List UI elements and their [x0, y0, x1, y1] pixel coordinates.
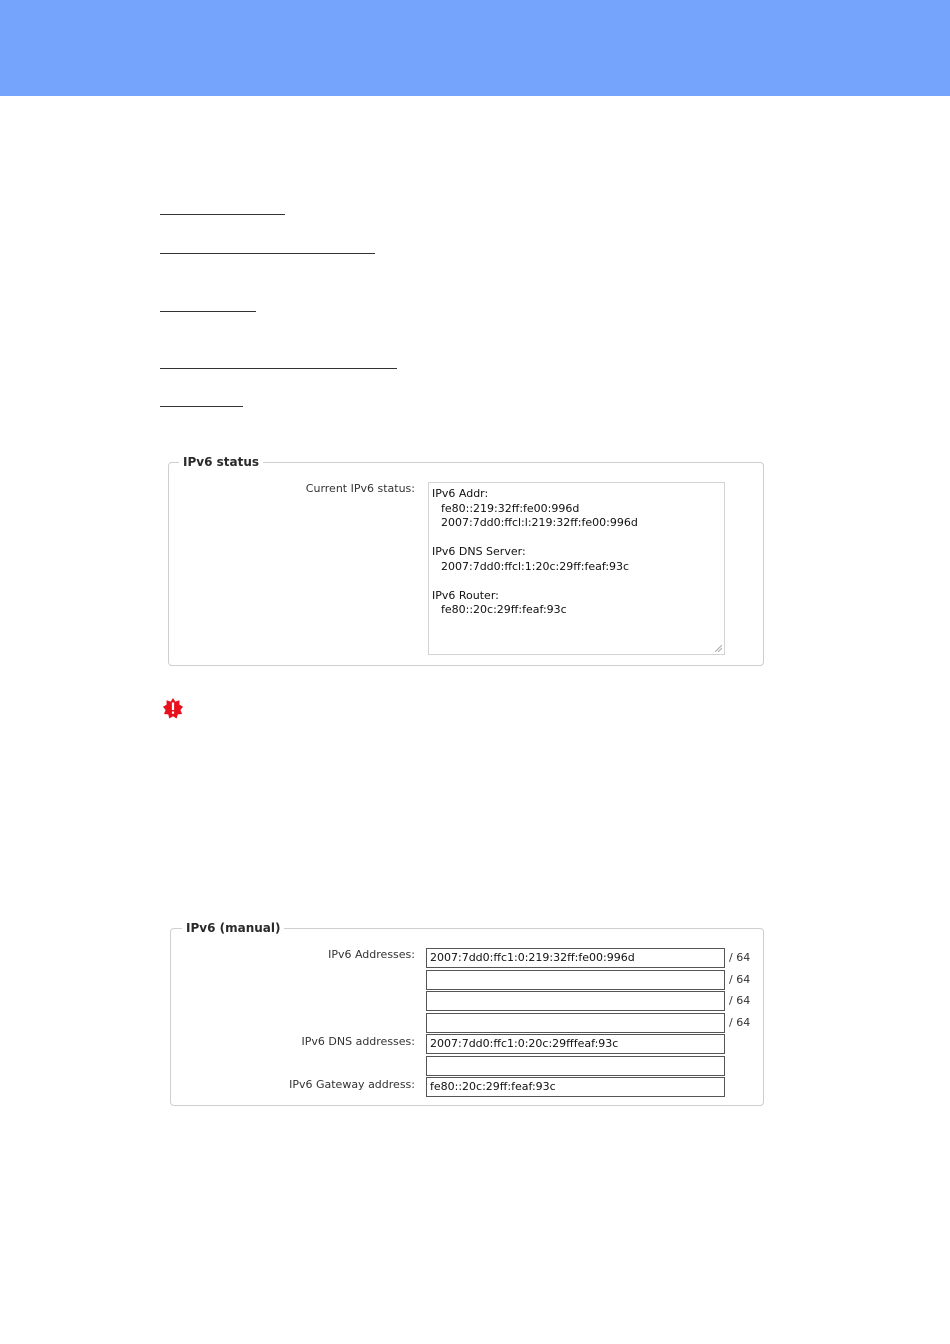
prefix-length-label: / 64 [729, 994, 751, 1007]
toc-link-underline[interactable] [160, 214, 285, 215]
resize-grip-icon[interactable] [715, 645, 722, 652]
prefix-length-label: / 64 [729, 1016, 751, 1029]
ipv6-dns-addresses-label: IPv6 DNS addresses: [301, 1035, 415, 1048]
ipv6-dns-server-line: 2007:7dd0:ffcl:1:20c:29ff:feaf:93c [441, 559, 630, 573]
ipv6-gateway-label: IPv6 Gateway address: [289, 1078, 415, 1091]
ipv6-dns-input[interactable] [426, 1056, 725, 1076]
ipv6-addr-line: 2007:7dd0:ffcl:l:219:32ff:fe00:996d [441, 516, 638, 529]
toc-link-underline[interactable] [160, 311, 256, 312]
ipv6-dns-input[interactable]: 2007:7dd0:ffc1:0:20c:29fffeaf:93c [426, 1034, 725, 1054]
ipv6-address-input[interactable] [426, 1013, 725, 1033]
ipv6-address-input[interactable] [426, 970, 725, 990]
ipv6-dns-server-heading: IPv6 DNS Server: [432, 545, 526, 558]
prefix-length-label: / 64 [729, 973, 751, 986]
ipv6-addr-line: fe80::219:32ff:fe00:996d [441, 501, 580, 515]
ipv6-address-input[interactable]: 2007:7dd0:ffc1:0:219:32ff:fe00:996d [426, 948, 725, 968]
ipv6-router-line: fe80::20c:29ff:feaf:93c [441, 603, 567, 616]
current-ipv6-status-label: Current IPv6 status: [305, 482, 415, 495]
warning-icon [162, 697, 184, 719]
header-banner [0, 0, 950, 96]
toc-link-underline[interactable] [160, 406, 243, 407]
ipv6-gateway-input[interactable]: fe80::20c:29ff:feaf:93c [426, 1077, 725, 1097]
toc-link-underline[interactable] [160, 253, 375, 254]
ipv6-addr-heading: IPv6 Addr: [432, 487, 489, 500]
ipv6-status-legend: IPv6 status [179, 455, 263, 469]
ipv6-addresses-label: IPv6 Addresses: [328, 948, 415, 961]
ipv6-router-heading: IPv6 Router: [432, 588, 499, 602]
toc-link-underline[interactable] [160, 368, 397, 369]
ipv6-status-textarea[interactable] [428, 482, 725, 655]
ipv6-address-input[interactable] [426, 991, 725, 1011]
ipv6-manual-legend: IPv6 (manual) [182, 921, 284, 935]
prefix-length-label: / 64 [729, 951, 751, 964]
